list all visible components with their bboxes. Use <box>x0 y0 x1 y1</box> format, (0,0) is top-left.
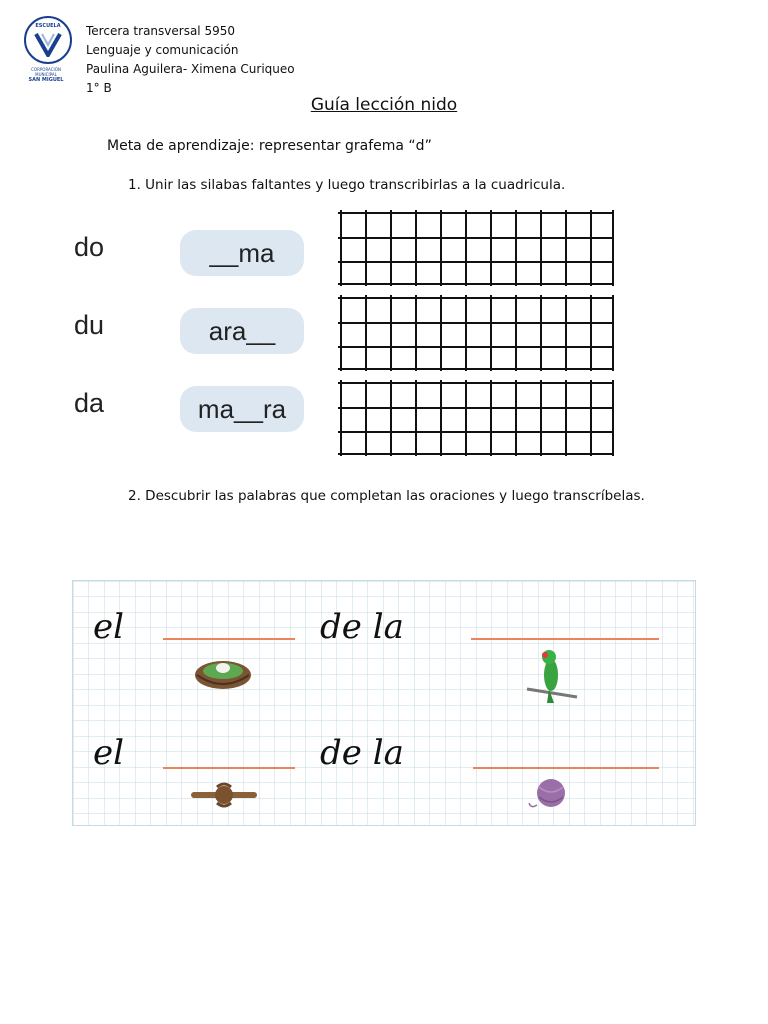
writing-grid-3[interactable] <box>338 380 614 456</box>
shield-icon <box>24 16 72 64</box>
answer-line[interactable] <box>163 767 295 769</box>
header-line-teachers: Paulina Aguilera- Ximena Curiqueo <box>86 62 295 76</box>
cursive-el-1: el <box>93 607 124 647</box>
syllable-da: da <box>74 388 105 418</box>
answer-line[interactable] <box>473 767 659 769</box>
syllable-do: do <box>74 232 105 262</box>
cursive-el-2: el <box>93 733 124 773</box>
exercise1-instruction: 1. Unir las silabas faltantes y luego transcribirlas a la cuadricula. <box>128 177 566 193</box>
word-card-2: ara__ <box>180 308 304 354</box>
answer-line[interactable] <box>471 638 659 640</box>
page-title: Guía lección nido <box>310 95 458 115</box>
knot-icon <box>189 779 259 811</box>
header-line-school: Tercera transversal 5950 <box>86 24 235 38</box>
parrot-icon <box>523 645 581 707</box>
syllable-du: du <box>74 310 105 340</box>
word-card-3: ma__ra <box>180 386 304 432</box>
yarn-ball-icon <box>527 777 571 813</box>
learning-goal: Meta de aprendizaje: representar grafema “d” <box>107 138 432 154</box>
logo-name: SAN MIGUEL <box>28 77 64 83</box>
sentence-panel <box>72 580 696 826</box>
header-line-grade: 1° B <box>86 81 112 95</box>
cursive-de-la-2: de la <box>320 733 404 773</box>
exercise2-instruction: 2. Descubrir las palabras que completan las oraciones y luego transcríbelas. <box>128 488 645 504</box>
writing-grid-1[interactable] <box>338 210 614 286</box>
logo-top-text: ESCUELA <box>35 23 61 29</box>
cursive-de-la-1: de la <box>320 607 404 647</box>
word-card-1: __ma <box>180 230 304 276</box>
header-info <box>86 22 295 98</box>
header-line-subject: Lenguaje y comunicación <box>86 43 239 57</box>
nest-icon <box>193 653 253 691</box>
writing-grid-2[interactable] <box>338 295 614 371</box>
answer-line[interactable] <box>163 638 295 640</box>
school-logo <box>20 16 72 88</box>
logo-subtitle: CORPORACIÓN MUNICIPAL <box>31 67 61 77</box>
